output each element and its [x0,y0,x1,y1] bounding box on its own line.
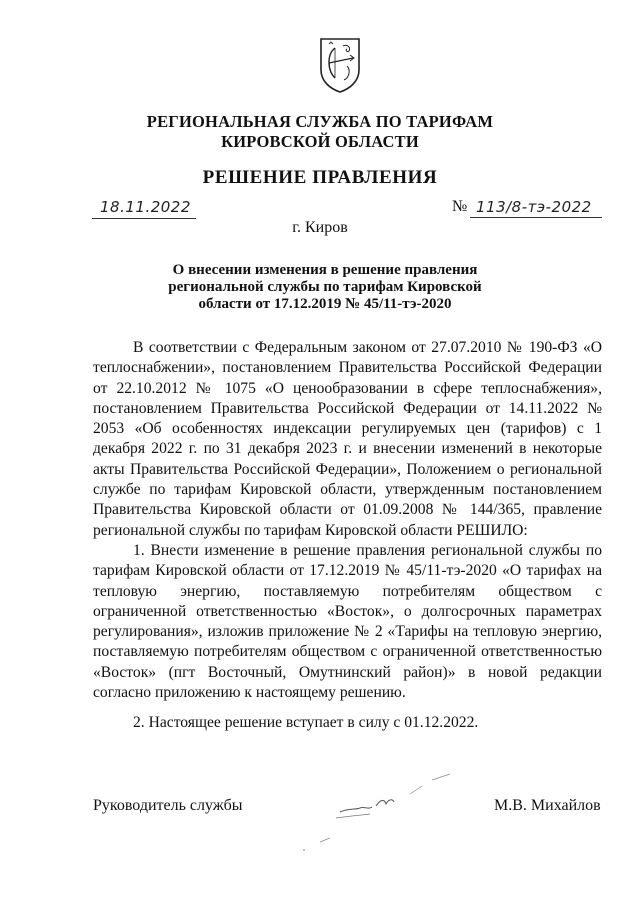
document-subject [160,262,490,313]
document-number-field [452,198,602,218]
document-body [93,338,602,734]
signatory-name: М.В. Михайлов [494,797,601,814]
document-number: 113/8-тэ-2022 [476,198,592,216]
subject-line2: региональной службы по тарифам Кировской [168,279,482,295]
kirov-coat-of-arms-icon [317,36,363,94]
city: г. Киров [292,219,348,236]
item-1-paragraph: 1. Внести изменение в решение правления региональной службы по тарифам Кировской области от 17.12.2019 № 45/11-тэ-2020 «О тарифах на тепловую энергию, поставляемую потребителям обществом с ограниченной ответственностью «Восток», о долгосрочных параметрах регулирования», изложив приложение № 2 «Тарифы на тепловую энергию, поставляемую потребителям обществом с ограниченной ответственностью «Восток» (пгт Восточный, Омутнинский район)» в новой редакции согласно приложению к настоящему решению. [93,541,602,702]
organization-name-line2: КИРОВСКОЙ ОБЛАСТИ [221,132,419,151]
organization-name-line1: РЕГИОНАЛЬНАЯ СЛУЖБА ПО ТАРИФАМ [146,112,494,131]
handwritten-signature [300,770,470,860]
document-date: 18.11.2022 [100,198,191,216]
item-2-paragraph: 2. Настоящее решение вступает в силу с 01.12.2022. [133,714,479,732]
document-title: РЕШЕНИЕ ПРАВЛЕНИЯ [202,167,438,188]
number-sign: № [452,198,468,215]
document-date-field [92,198,196,219]
signatory-position: Руководитель службы [93,797,243,814]
subject-line1: О внесении изменения в решение правления [172,262,478,278]
number-underline [470,217,602,218]
preamble-paragraph: В соответствии с Федеральным законом от 27.07.2010 № 190-ФЗ «О теплоснабжении», постановлением Правительства Российской Федерации от 22.10.2012 № 1075 «О ценообразовании в сфере теплоснабжения», постановлением Правительства Российской Федерации от 14.11.2022 № 2053 «Об особенностях индексации регулируемых цен (тарифов) с 1 декабря 2022 г. по 31 декабря 2023 г. и внесении изменений в некоторые акты Правительства Российской Федерации», Положением о региональной службе по тарифам Кировской области, утвержденным постановлением Правительства Кировской области от 01.09.2008 № 144/365, правление региональной службы по тарифам Кировской области РЕШИЛО: [93,339,602,539]
subject-line3: области от 17.12.2019 № 45/11-тэ-2020 [198,296,452,312]
